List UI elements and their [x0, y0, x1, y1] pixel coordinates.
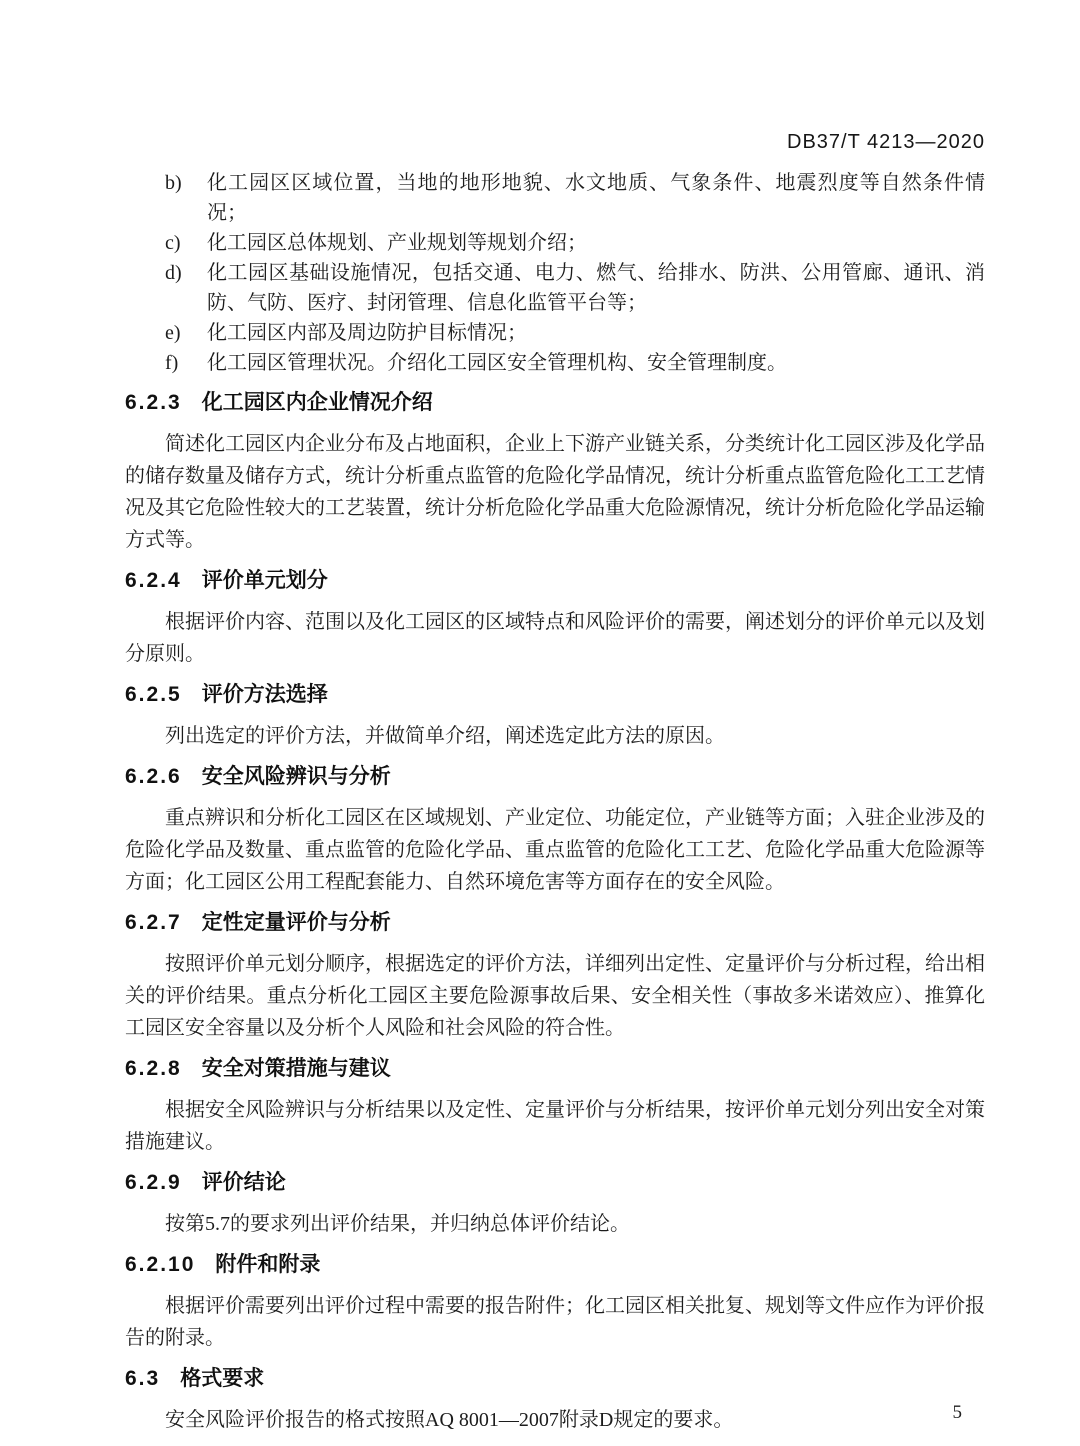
section-body [125, 1094, 985, 1158]
section-heading [125, 1170, 985, 1196]
list-item-marker: e) [165, 322, 181, 344]
section-number: 6.2.10 [125, 1253, 196, 1276]
section-body [125, 1208, 985, 1240]
section-body [125, 802, 985, 898]
section-number: 6.2.7 [125, 911, 182, 934]
section-title: 定性定量评价与分析 [201, 911, 391, 934]
section-number: 6.3 [125, 1367, 161, 1390]
section-title: 化工园区内企业情况介绍 [201, 391, 433, 414]
list-item-text: 化工园区总体规划、产业规划等规划介绍； [207, 232, 587, 254]
list-item-marker: d) [165, 262, 182, 284]
section-title: 评价结论 [201, 1171, 286, 1194]
section-heading [125, 568, 985, 594]
section-6-2-6 [125, 764, 985, 898]
section-heading [125, 1366, 985, 1392]
section-paragraph: 根据安全风险辨识与分析结果以及定性、定量评价与分析结果，按评价单元划分列出安全对策措施建议。 [125, 1099, 985, 1153]
list-item-marker: f) [165, 352, 179, 374]
list-item [125, 348, 985, 378]
section-body [125, 606, 985, 670]
section-title: 评价单元划分 [201, 569, 328, 592]
section-6-2-5 [125, 682, 985, 752]
section-title: 格式要求 [180, 1367, 265, 1390]
section-body [125, 1404, 985, 1436]
section-paragraph: 安全风险评价报告的格式按照AQ 8001—2007附录D规定的要求。 [165, 1409, 734, 1431]
document-number-header: DB37/T 4213—2020 [787, 131, 985, 153]
list-item-marker: c) [165, 232, 181, 254]
section-6-2-8 [125, 1056, 985, 1158]
section-paragraph: 按照评价单元划分顺序，根据选定的评价方法，详细列出定性、定量评价与分析过程，给出相关的评价结果。重点分析化工园区主要危险源事故后果、安全相关性（事故多米诺效应）、推算化工园区安全容量以及分析个人风险和社会风险的符合性。 [125, 953, 985, 1039]
section-number: 6.2.5 [125, 683, 182, 706]
section-number: 6.2.8 [125, 1057, 182, 1080]
section-paragraph: 按第5.7的要求列出评价结果，并归纳总体评价结论。 [165, 1213, 630, 1235]
section-paragraph: 根据评价内容、范围以及化工园区的区域特点和风险评价的需要，阐述划分的评价单元以及划分原则。 [125, 611, 985, 665]
section-paragraph: 根据评价需要列出评价过程中需要的报告附件；化工园区相关批复、规划等文件应作为评价报告的附录。 [125, 1295, 985, 1349]
page-number: 5 [952, 1402, 962, 1423]
section-body [125, 1290, 985, 1354]
section-number: 6.2.9 [125, 1171, 182, 1194]
clause-list [125, 168, 985, 378]
section-title: 安全风险辨识与分析 [201, 765, 391, 788]
section-body [125, 428, 985, 556]
section-heading [125, 1056, 985, 1082]
section-body [125, 720, 985, 752]
section-6-2-3 [125, 390, 985, 556]
list-item [125, 168, 985, 228]
section-number: 6.2.3 [125, 391, 182, 414]
section-paragraph: 重点辨识和分析化工园区在区域规划、产业定位、功能定位，产业链等方面；入驻企业涉及的危险化学品及数量、重点监管的危险化学品、重点监管的危险化工工艺、危险化学品重大危险源等方面；化工园区公用工程配套能力、自然环境危害等方面存在的安全风险。 [125, 807, 985, 893]
section-6-2-10 [125, 1252, 985, 1354]
section-6-2-9 [125, 1170, 985, 1240]
section-paragraph: 简述化工园区内企业分布及占地面积，企业上下游产业链关系，分类统计化工园区涉及化学品的储存数量及储存方式，统计分析重点监管的危险化学品情况，统计分析重点监管危险化工工艺情况及其它危险性较大的工艺装置，统计分析危险化学品重大危险源情况，统计分析危险化学品运输方式等。 [125, 433, 985, 551]
section-heading [125, 1252, 985, 1278]
list-item [125, 228, 985, 258]
section-number: 6.2.6 [125, 765, 182, 788]
list-item-text: 化工园区内部及周边防护目标情况； [207, 322, 527, 344]
section-6-2-4 [125, 568, 985, 670]
list-item-text: 化工园区管理状况。介绍化工园区安全管理机构、安全管理制度。 [207, 352, 787, 374]
section-heading [125, 910, 985, 936]
list-item-marker: b) [165, 172, 182, 194]
list-item [125, 318, 985, 348]
section-title: 安全对策措施与建议 [201, 1057, 391, 1080]
section-body [125, 948, 985, 1044]
section-6-3 [125, 1366, 985, 1436]
section-title: 评价方法选择 [201, 683, 328, 706]
list-item [125, 258, 985, 318]
section-number: 6.2.4 [125, 569, 182, 592]
section-paragraph: 列出选定的评价方法，并做简单介绍，阐述选定此方法的原因。 [165, 725, 725, 747]
list-item-text: 化工园区区域位置，当地的地形地貌、水文地质、气象条件、地震烈度等自然条件情况； [207, 172, 985, 224]
section-title: 附件和附录 [215, 1253, 321, 1276]
section-heading [125, 682, 985, 708]
section-6-2-7 [125, 910, 985, 1044]
section-heading [125, 390, 985, 416]
section-heading [125, 764, 985, 790]
list-item-text: 化工园区基础设施情况，包括交通、电力、燃气、给排水、防洪、公用管廊、通讯、消防、气防、医疗、封闭管理、信息化监管平台等； [207, 262, 985, 314]
